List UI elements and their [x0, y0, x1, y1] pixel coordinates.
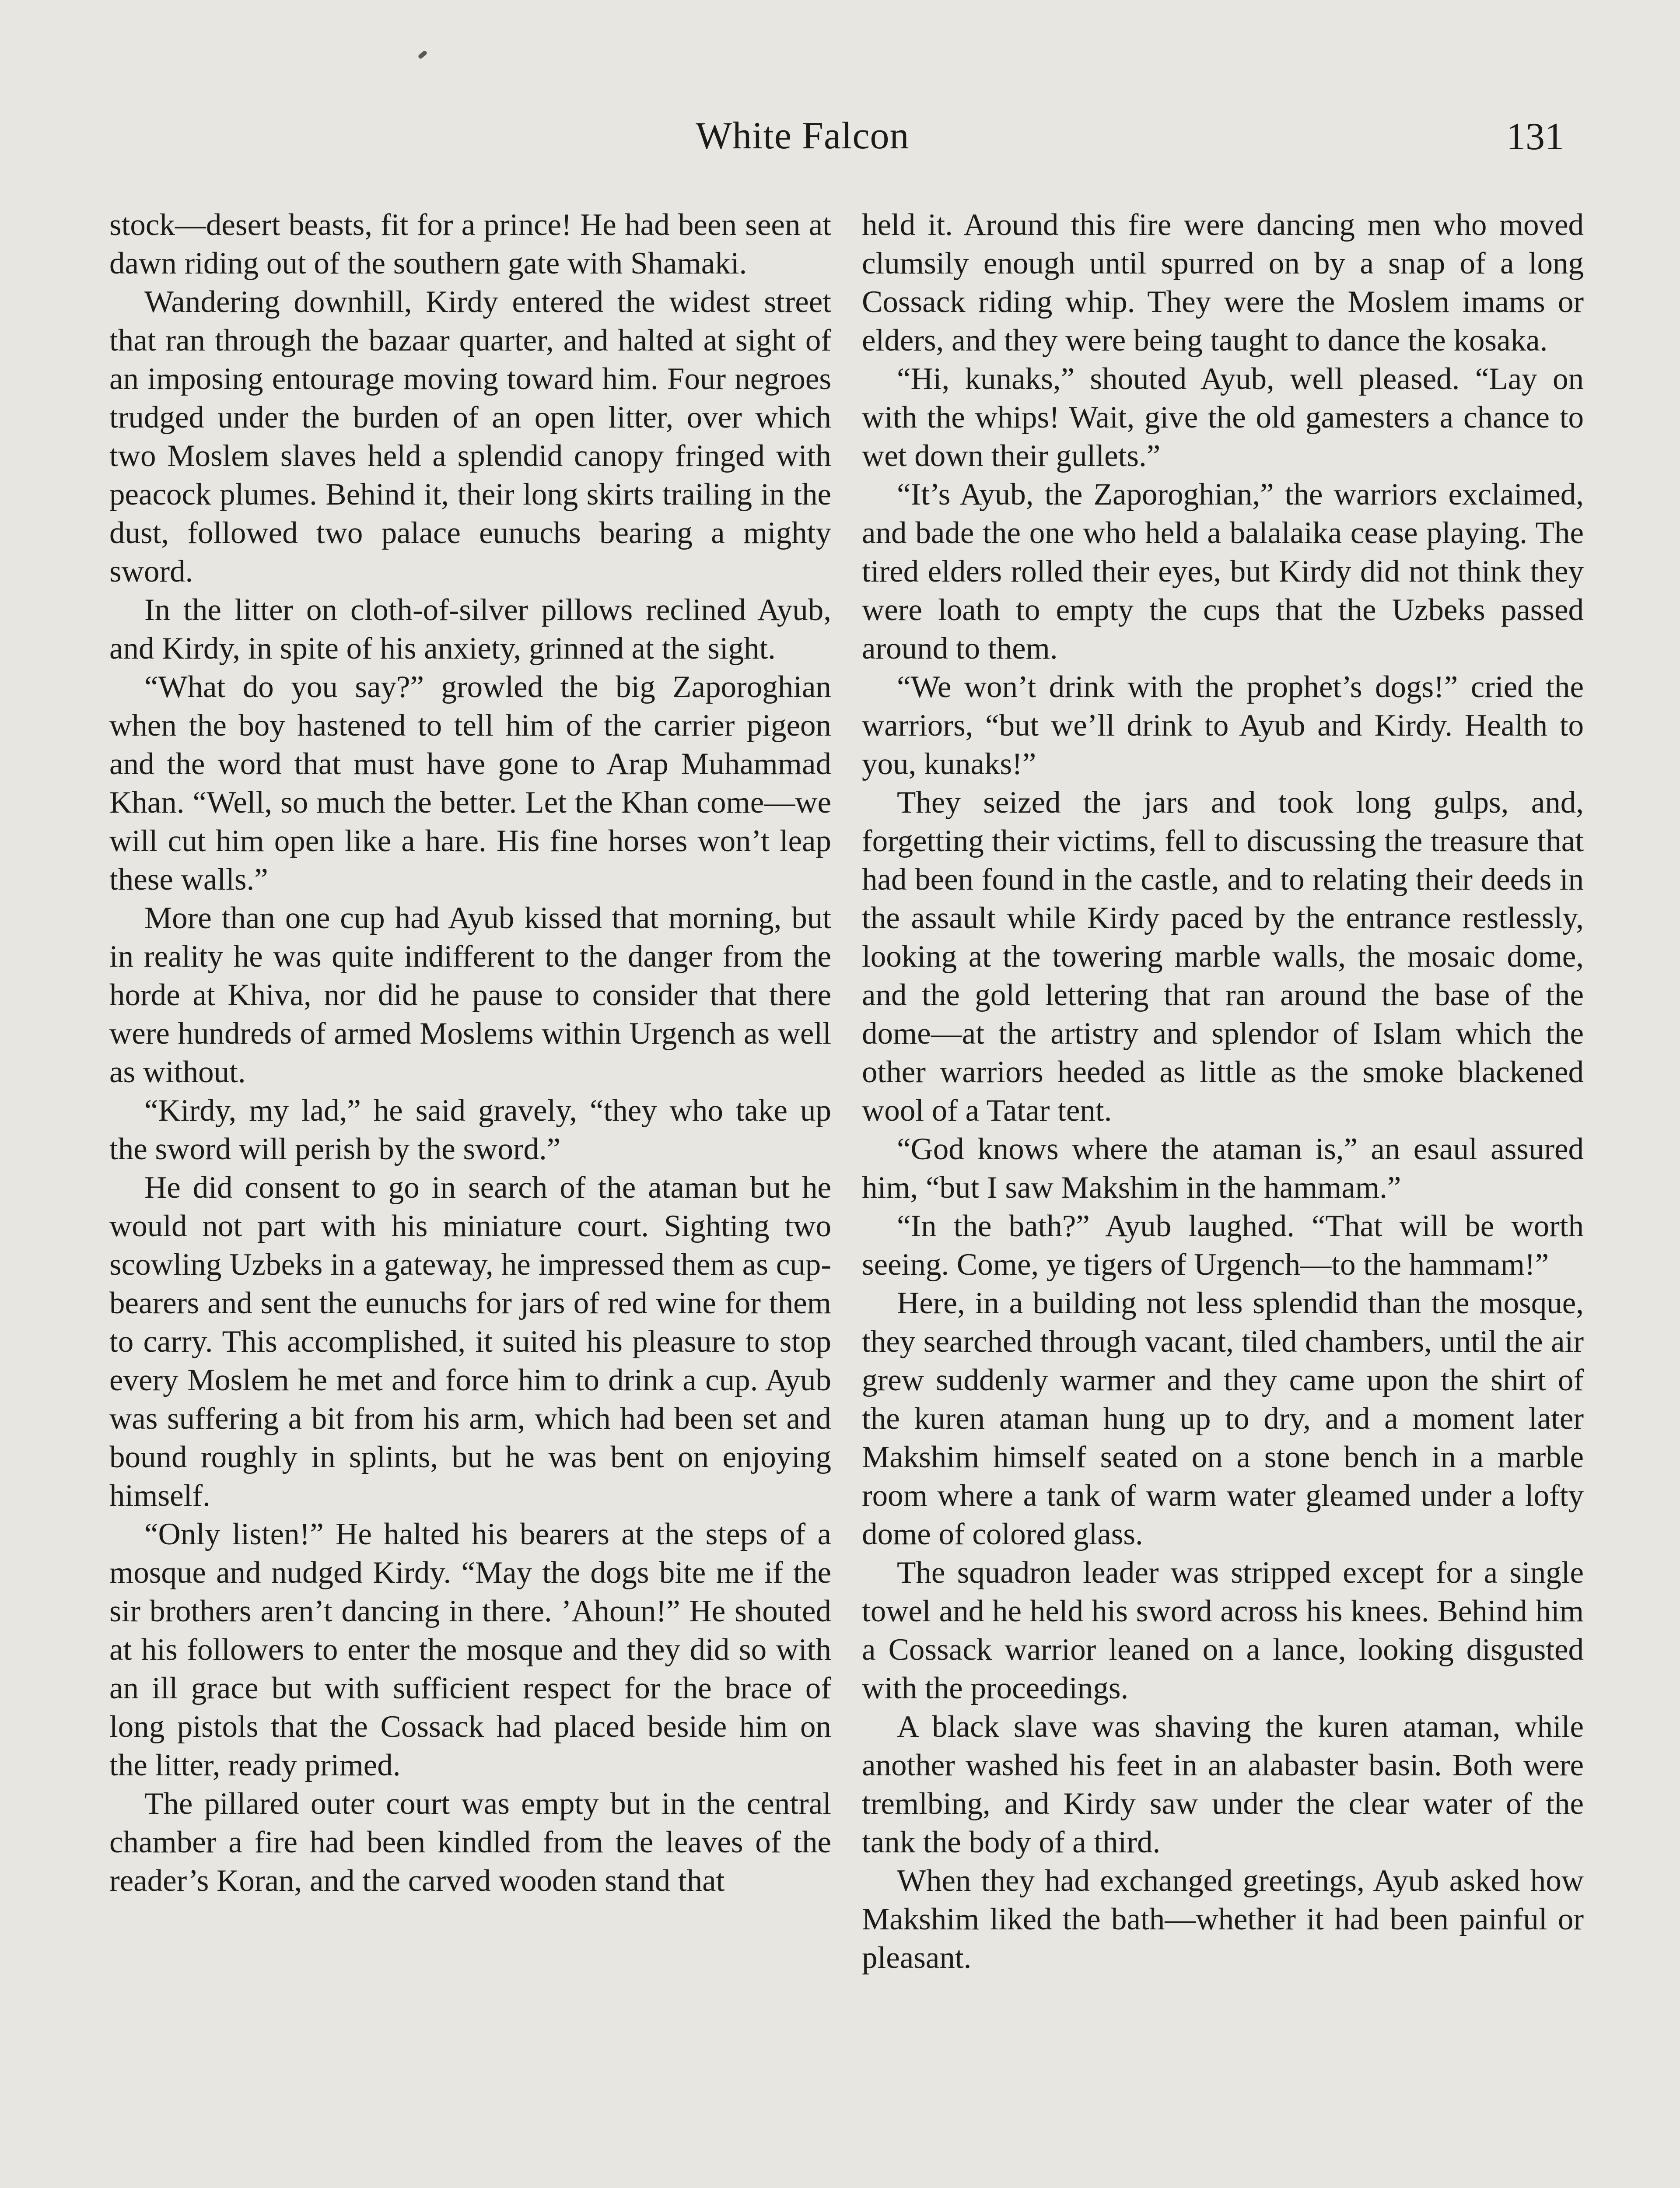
paragraph: They seized the jars and took long gulps, and, forgetting their victims, fell to discussing the treasure that had been found in the castle, and to relating their deeds in the assault while Kirdy paced by the entrance restlessly, looking at the towering marble walls, the mosaic dome, and the gold lettering that ran around the base of the dome—at the artistry and splendor of Islam which the other warriors heeded as little as the smoke blackened wool of a Tatar tent. — [862, 785, 1584, 1128]
paragraph: “It’s Ayub, the Zaporoghian,” the warriors exclaimed, and bade the one who held a balalaika cease playing. The tired elders rolled their eyes, but Kirdy did not think they were loath to empty the cups that the Uzbeks passed around to them. — [862, 477, 1584, 666]
paragraph: “Only listen!” He halted his bearers at the steps of a mosque and nudged Kirdy. “May the dogs bite me if the sir brothers aren’t dancing in there. ’Ahoun!” He shouted at his followers to enter the mosque and they did so with an ill grace but with sufficient respect for the brace of long pistols that the Cossack had placed beside him on the litter, ready primed. — [109, 1517, 831, 1782]
paragraph: stock—desert beasts, fit for a prince! He had been seen at dawn riding out of the southern gate with Shamaki. — [109, 208, 831, 281]
paragraph: The pillared outer court was empty but in the central chamber a fire had been kindled from the leaves of the reader’s Koran, and the carved wooden stand that — [109, 1787, 831, 1898]
paragraph: “Kirdy, my lad,” he said gravely, “they who take up the sword will perish by the sword.” — [109, 1094, 831, 1166]
paragraph: “Hi, kunaks,” shouted Ayub, well pleased. “Lay on with the whips! Wait, give the old gamesters a chance to wet down their gullets.” — [862, 362, 1584, 473]
paragraph: “What do you say?” growled the big Zaporoghian when the boy hastened to tell him of the carrier pigeon and the word that must have gone to Arap Muhammad Khan. “Well, so much the better. Let the Khan come—we will cut him open like a hare. His fine horses won’t leap these walls.” — [109, 670, 831, 897]
paragraph: The squadron leader was stripped except for a single towel and he held his sword across his knees. Behind him a Cossack warrior leaned on a lance, looking disgusted with the proceedings. — [862, 1556, 1584, 1705]
paragraph: “God knows where the ataman is,” an esaul assured him, “but I saw Makshim in the hammam.” — [862, 1132, 1584, 1205]
paragraph: When they had exchanged greetings, Ayub asked how Makshim liked the bath—whether it had been painful or pleasant. — [862, 1864, 1584, 1975]
running-head — [0, 105, 1680, 158]
running-title: White Falcon — [696, 115, 910, 157]
left-column — [109, 206, 831, 1900]
paragraph: held it. Around this fire were dancing men who moved clumsily enough until spurred on by a snap of a long Cossack riding whip. They were the Moslem imams or elders, and they were being taught to dance the kosaka. — [862, 208, 1584, 358]
paragraph: Wandering downhill, Kirdy entered the widest street that ran through the bazaar quarter, and halted at sight of an imposing entourage moving toward him. Four negroes trudged under the burden of an open litter, over which two Moslem slaves held a splendid canopy fringed with peacock plumes. Behind it, their long skirts trailing in the dust, followed two palace eunuchs bearing a mighty sword. — [109, 285, 831, 589]
paragraph: He did consent to go in search of the ataman but he would not part with his miniature court. Sighting two scowling Uzbeks in a gateway, he impressed them as cup-bearers and sent the eunuchs for jars of red wine for them to carry. This accomplished, it suited his pleasure to stop every Moslem he met and force him to drink a cup. Ayub was suffering a bit from his arm, which had been set and bound roughly in splints, but he was bent on enjoying himself. — [109, 1171, 831, 1513]
paragraph: Here, in a building not less splendid than the mosque, they searched through vacant, tiled chambers, until the air grew suddenly warmer and they came upon the shirt of the kuren ataman hung up to dry, and a moment later Makshim himself seated on a stone bench in a marble room where a tank of warm water gleamed under a lofty dome of colored glass. — [862, 1286, 1584, 1551]
paragraph: A black slave was shaving the kuren ataman, while another washed his feet in an alabaster basin. Both were tremlbing, and Kirdy saw under the clear water of the tank the body of a third. — [862, 1710, 1584, 1859]
paragraph: “We won’t drink with the prophet’s dogs!” cried the warriors, “but we’ll drink to Ayub and Kirdy. Health to you, kunaks!” — [862, 670, 1584, 781]
paragraph: More than one cup had Ayub kissed that morning, but in reality he was quite indifferent to the danger from the horde at Khiva, nor did he pause to consider that there were hundreds of armed Moslems within Urgench as well as without. — [109, 901, 831, 1089]
paragraph: “In the bath?” Ayub laughed. “That will be worth seeing. Come, ye tigers of Urgench—to the hammam!” — [862, 1209, 1584, 1282]
page-number: 131 — [1506, 116, 1564, 158]
pencil-mark — [417, 50, 427, 60]
right-column — [862, 206, 1584, 1977]
paragraph: In the litter on cloth-of-silver pillows reclined Ayub, and Kirdy, in spite of his anxiety, grinned at the sight. — [109, 593, 831, 666]
